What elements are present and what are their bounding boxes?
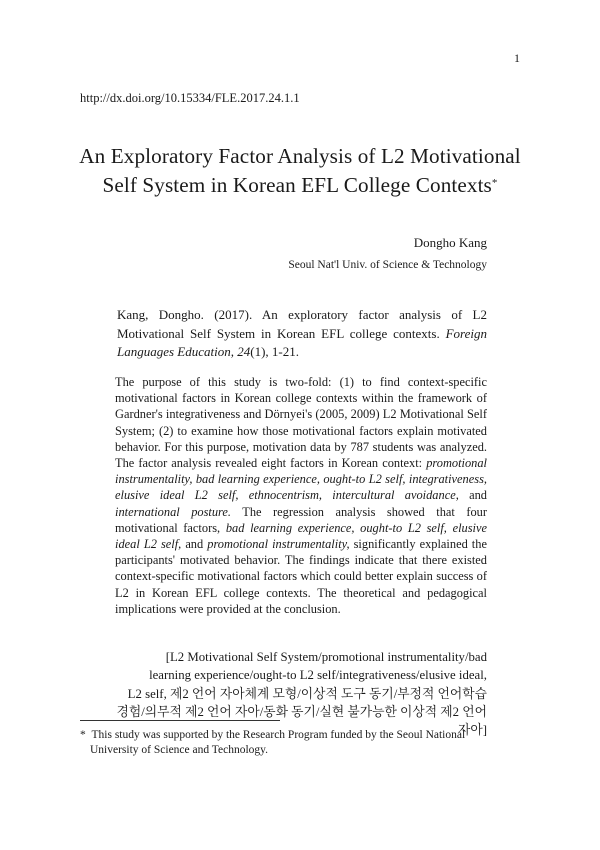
abstract-factors-1: promotional instrumentality, bad learning experience, ought-to L2 self, integrativeness, elusive ideal L2 self, ethnocentrism, intercultural avoidance, — [115, 456, 487, 503]
keywords-line-2: learning experience/ought-to L2 self/integrativeness/elusive ideal, — [149, 668, 487, 683]
abstract-factors-3: bad learning experience, ought-to L2 self, elusive ideal L2 self, — [115, 520, 487, 552]
abstract-and-2: and — [185, 537, 204, 552]
keywords-line-3: L2 self, 제2 언어 자아체계 모형/이상적 도구 동기/부정적 언어학습 — [127, 686, 487, 701]
keywords — [115, 648, 487, 739]
footnote-text-1: This study was supported by the Research Program funded by the Seoul National — [91, 729, 466, 741]
citation-issue-pages: (1), 1-21. — [250, 344, 299, 359]
footnote-line-1 — [80, 728, 521, 743]
abstract-text-3: significantly explained the participants' motivated behavior. The findings indicate that there existed context-specific motivational factors which could better explain success of L2 in Korean EFL college contexts. The theoretical and pedagogical implications were provided at the conclusion. — [115, 537, 487, 616]
citation-main: Kang, Dongho. (2017). An exploratory factor analysis of L2 Motivational Self System in Korean EFL college contexts. — [117, 307, 487, 341]
paper-title — [40, 142, 560, 200]
author-affiliation: Seoul Nat'l Univ. of Science & Technology — [288, 259, 487, 271]
title-line-2-text: Self System in Korean EFL College Contexts — [102, 173, 492, 197]
abstract-factors-2: international posture. — [115, 504, 232, 519]
author-name: Dongho Kang — [413, 235, 487, 250]
abstract-text-2: The regression analysis showed that four motivational factors, — [115, 504, 487, 535]
footnote-marker: * — [80, 729, 86, 741]
citation — [117, 306, 487, 362]
keywords-line-4: 경험/의무적 제2 언어 자아/동화 동기/실현 불가능한 이상적 제2 언어 자아] — [116, 704, 487, 738]
footnote — [80, 728, 521, 758]
title-line-1: An Exploratory Factor Analysis of L2 Motivational — [79, 144, 521, 168]
title-line-2 — [40, 171, 560, 200]
title-footnote-marker: * — [491, 177, 498, 189]
footnote-line-2: University of Science and Technology. — [90, 744, 269, 756]
abstract — [115, 374, 487, 617]
abstract-text-1: The purpose of this study is two-fold: (1) to find context-specific motivational factors in Korean college contexts within the framework of Gardner's integrativeness and Dörnyei's (2005, 2009) L2 Motivational Self System; (2) to examine how those motivational factors explain motivated behavior. For this purpose, motivation data by 787 students was analyzed. The factor analysis revealed eight factors in Korean context: — [115, 375, 487, 471]
page-number: 1 — [514, 51, 520, 65]
footnote-divider — [80, 720, 280, 721]
abstract-and-1: and — [469, 488, 487, 503]
keywords-line-1: [L2 Motivational Self System/promotional instrumentality/bad — [165, 650, 487, 664]
citation-journal: Foreign Languages Education, 24 — [117, 325, 487, 359]
doi-link[interactable]: http://dx.doi.org/10.15334/FLE.2017.24.1.1 — [80, 91, 300, 105]
abstract-factors-4: promotional instrumentality, — [207, 537, 350, 552]
